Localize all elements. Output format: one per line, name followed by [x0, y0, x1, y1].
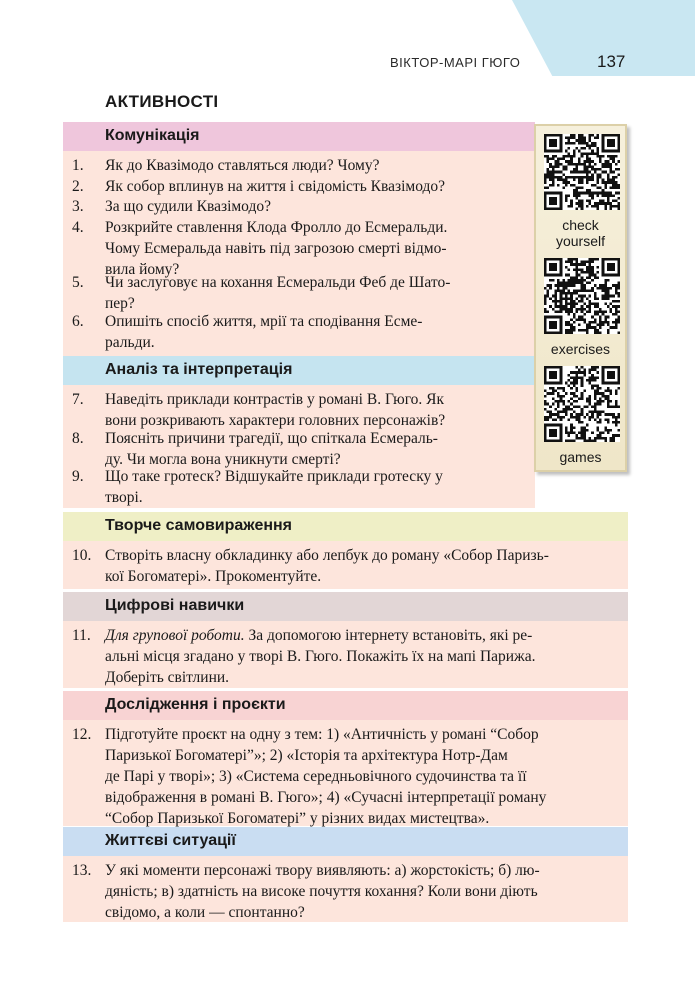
item-line: пер?: [105, 295, 135, 312]
item-line: ду. Чи могла вона уникнути смерті?: [105, 451, 341, 468]
item-number: 4.: [72, 219, 84, 236]
item-number: 8.: [72, 430, 84, 447]
item-line: альні місця згадано у творі В. Гюго. Покажіть їх на мапі Парижа.: [105, 648, 536, 665]
item-number: 12.: [72, 726, 92, 743]
item-line: Паризької Богоматері”»; 2) «Історія та архітектура Нотр-Дам: [105, 747, 508, 764]
item-line: За допомогою інтернету встановіть, які ре-: [244, 627, 533, 644]
item-line: дяність; в) здатність на високе почуття кохання? Коли вони діють: [105, 883, 538, 900]
item-line: “Собор Паризької Богоматері” у різних видах мистецтва».: [105, 810, 490, 827]
qr-code-icon[interactable]: [544, 366, 620, 442]
item-line: кої Богоматері». Прокоментуйте.: [105, 568, 322, 585]
item-line: ральди.: [105, 334, 155, 351]
item-line: Що таке гротеск? Відшукайте приклади гротеску у: [105, 468, 443, 485]
section-heading-life: Життєві ситуації: [63, 827, 628, 856]
section-heading-creative: Творче самовираження: [63, 512, 628, 541]
item-line: Підготуйте проєкт на одну з тем: 1) «Античність у романі “Собор: [105, 726, 539, 743]
item-line: Опишіть спосіб життя, мрії та сподівання Есме-: [105, 313, 423, 330]
page-title: АКТИВНОСТІ: [105, 92, 219, 111]
item-line: відображення в романі В. Гюго»; 4) «Сучасні інтерпретації роману: [105, 789, 547, 806]
item-line: творі.: [105, 489, 143, 506]
item-line: Наведіть приклади контрастів у романі В. Гюго. Як: [105, 391, 445, 408]
item-line: Як до Квазімодо ставляться люди? Чому?: [105, 157, 380, 174]
item-line: Поясніть причини трагедії, що спіткала Есмераль-: [105, 430, 438, 447]
item-number: 10.: [72, 547, 92, 564]
qr-label-games: games: [559, 449, 602, 465]
item-line: У які моменти персонажі твору виявляють: а) жорстокість; б) лю-: [105, 862, 540, 879]
qr-code-icon[interactable]: [544, 258, 620, 334]
item-line: Доберіть світлини.: [105, 669, 230, 686]
qr-code-icon[interactable]: [544, 134, 620, 210]
item-line: Чому Есмеральда навіть під загрозою смерті відмо-: [105, 240, 447, 257]
item-line: вила йому?: [105, 261, 180, 278]
item-line: де Парі у творі»; 3) «Система середньовічного судочинства та її: [105, 768, 527, 785]
item-line: вони розкривають характери головних персонажів?: [105, 412, 446, 429]
section-heading-research: Дослідження і проєкти: [63, 691, 628, 720]
item-number: 5.: [72, 274, 84, 291]
item-number: 9.: [72, 468, 84, 485]
item-number: 6.: [72, 313, 84, 330]
section-heading-digital: Цифрові навички: [63, 592, 628, 621]
section-heading-communication: Комунікація: [63, 122, 535, 151]
item-lead-italic: Для групової роботи.: [105, 627, 245, 644]
qr-panel: [534, 124, 627, 472]
item-line: свідомо, а коли — спонтанно?: [105, 904, 305, 921]
item-line: Як собор вплинув на життя і свідомість Квазімодо?: [105, 178, 446, 195]
item-number: 1.: [72, 157, 84, 174]
qr-label-yourself: yourself: [555, 233, 606, 249]
item-line: Створіть власну обкладинку або лепбук до роману «Собор Паризь-: [105, 547, 549, 564]
qr-label-exercises: exercises: [550, 341, 611, 357]
page-number: 137: [597, 52, 626, 71]
item-number: 7.: [72, 391, 84, 408]
item-line: Чи заслуговує на кохання Есмеральди Феб де Шато-: [105, 274, 451, 291]
item-number: 2.: [72, 178, 84, 195]
item-number: 13.: [72, 862, 92, 879]
item-number: 11.: [72, 627, 91, 644]
item-line: Розкрийте ставлення Клода Фролло до Есмеральди.: [105, 219, 448, 236]
running-head: ВІКТОР-МАРІ ГЮГО: [390, 55, 521, 70]
item-number: 3.: [72, 198, 84, 215]
qr-label-check: check: [562, 217, 599, 233]
section-heading-analysis: Аналіз та інтерпретація: [63, 356, 535, 385]
item-line: За що судили Квазімодо?: [105, 198, 272, 215]
